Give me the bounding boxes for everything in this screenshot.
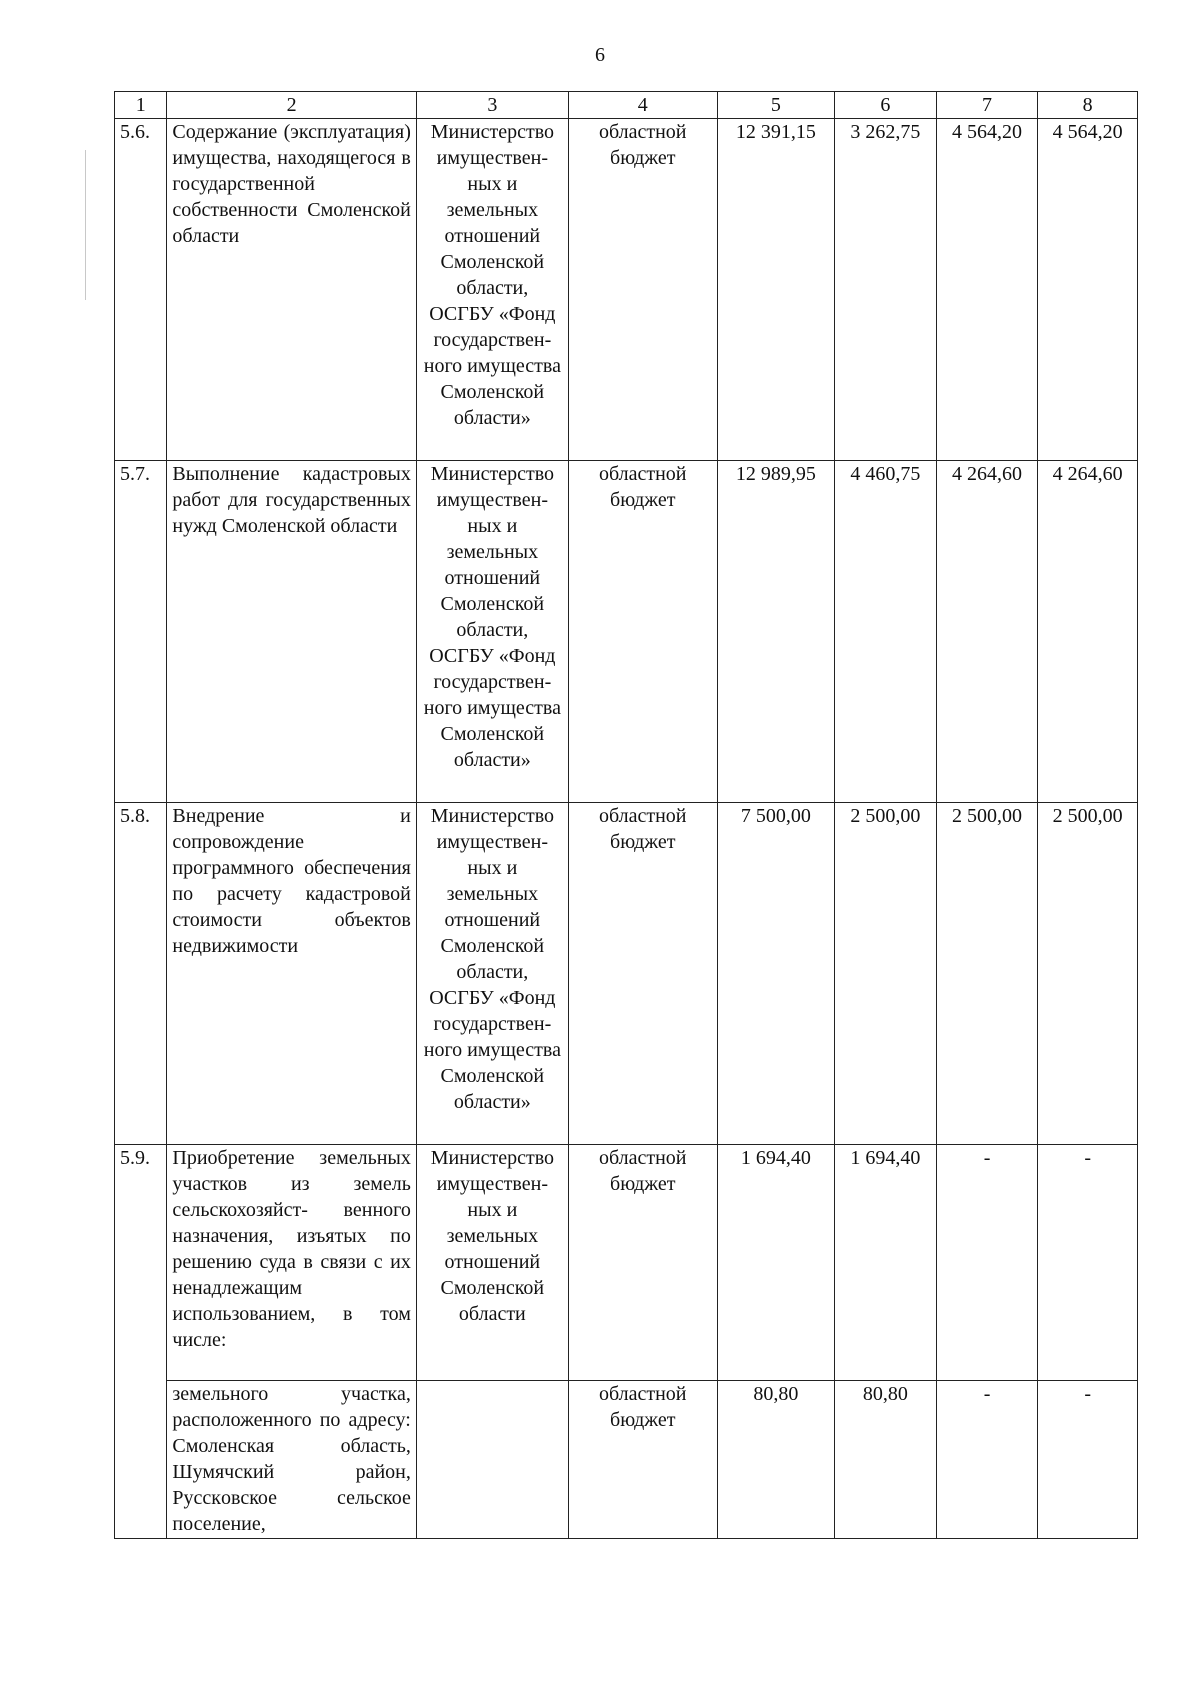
row-value-col5: 1 694,40 (717, 1145, 834, 1381)
row-funding-source: областной бюджет (568, 461, 717, 803)
row-organization: Министерство имуществен- ных и земельных отношений Смоленской области, ОСГБУ «Фонд государствен- ного имущества Смоленской области» (416, 461, 568, 803)
table-row (115, 1145, 1138, 1381)
row-organization: Министерство имуществен- ных и земельных отношений Смоленской области, ОСГБУ «Фонд государствен- ного имущества Смоленской области» (416, 119, 568, 461)
row-value-col8: - (1038, 1381, 1138, 1539)
row-description: земельного участка, расположенного по адресу: Смоленская область, Шумячский район, Русскoвское сельское поселение, (167, 1381, 416, 1539)
row-value-col7: - (936, 1145, 1038, 1381)
header-cell: 4 (568, 92, 717, 119)
row-value-col5: 12 391,15 (717, 119, 834, 461)
row-funding-source: областной бюджет (568, 119, 717, 461)
header-cell: 1 (115, 92, 167, 119)
row-value-col5: 80,80 (717, 1381, 834, 1539)
row-description: Приобретение земельных участков из земель сельскохозяйст- венного назначения, изъятых по решению суда в связи с их ненадлежащим использованием, в том числе: (167, 1145, 416, 1381)
header-cell: 3 (416, 92, 568, 119)
row-value-col8: - (1038, 1145, 1138, 1381)
header-cell: 6 (835, 92, 937, 119)
row-funding-source: областной бюджет (568, 1145, 717, 1381)
row-number: 5.8. (115, 803, 167, 1145)
page-number: 6 (595, 44, 605, 66)
header-cell: 5 (717, 92, 834, 119)
row-number: 5.7. (115, 461, 167, 803)
table-row (115, 119, 1138, 461)
row-value-col6: 80,80 (835, 1381, 937, 1539)
row-funding-source: областной бюджет (568, 1381, 717, 1539)
row-value-col6: 2 500,00 (835, 803, 937, 1145)
budget-table (114, 91, 1138, 1539)
row-value-col8: 4 564,20 (1038, 119, 1138, 461)
row-value-col7: - (936, 1381, 1038, 1539)
table-row (115, 1381, 1138, 1539)
header-cell: 2 (167, 92, 416, 119)
row-value-col5: 12 989,95 (717, 461, 834, 803)
margin-line (85, 150, 86, 300)
row-description: Содержание (эксплуатация) имущества, находящегося в государственной собственности Смоленской области (167, 119, 416, 461)
row-value-col8: 2 500,00 (1038, 803, 1138, 1145)
row-value-col6: 3 262,75 (835, 119, 937, 461)
row-organization: Министерство имуществен- ных и земельных отношений Смоленской области, ОСГБУ «Фонд государствен- ного имущества Смоленской области» (416, 803, 568, 1145)
row-value-col7: 4 264,60 (936, 461, 1038, 803)
row-number: 5.9. (115, 1145, 167, 1381)
row-value-col7: 4 564,20 (936, 119, 1038, 461)
table-row (115, 461, 1138, 803)
table-row (115, 803, 1138, 1145)
row-organization (416, 1381, 568, 1539)
row-description: Внедрение и сопровождение программного обеспечения по расчету кадастровой стоимости объектов недвижимости (167, 803, 416, 1145)
row-number (115, 1381, 167, 1539)
row-value-col5: 7 500,00 (717, 803, 834, 1145)
row-funding-source: областной бюджет (568, 803, 717, 1145)
row-value-col6: 4 460,75 (835, 461, 937, 803)
row-value-col8: 4 264,60 (1038, 461, 1138, 803)
row-description: Выполнение кадастровых работ для государственных нужд Смоленской области (167, 461, 416, 803)
table-header-row (115, 92, 1138, 119)
row-value-col6: 1 694,40 (835, 1145, 937, 1381)
row-value-col7: 2 500,00 (936, 803, 1038, 1145)
row-number: 5.6. (115, 119, 167, 461)
header-cell: 7 (936, 92, 1038, 119)
row-organization: Министерство имуществен- ных и земельных отношений Смоленской области (416, 1145, 568, 1381)
header-cell: 8 (1038, 92, 1138, 119)
